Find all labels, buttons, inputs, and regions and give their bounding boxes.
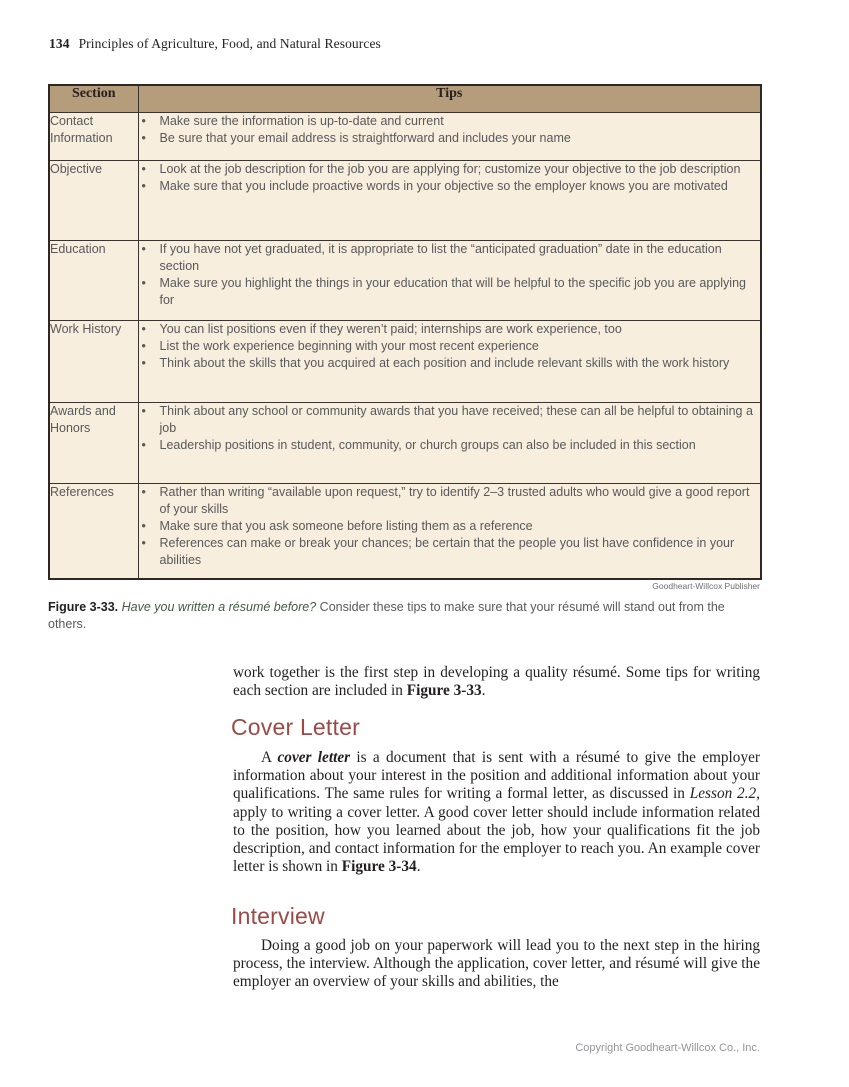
section-cell: Contact Information xyxy=(49,113,138,161)
figure-credit: Goodheart-Willcox Publisher xyxy=(652,581,760,591)
paragraph-text: . xyxy=(416,858,421,876)
tip-text: List the work experience beginning with your most recent experience xyxy=(159,339,539,353)
tip-item xyxy=(139,321,761,338)
paragraph-continuation xyxy=(233,664,760,700)
tips-cell xyxy=(138,241,761,321)
table-header-section: Section xyxy=(49,85,138,113)
tips-cell xyxy=(138,321,761,403)
paragraph-text: work together is the first step in developing a quality résumé. Some tips for writing each section are included in xyxy=(233,664,760,700)
bullet-icon: • xyxy=(141,179,146,193)
tips-cell xyxy=(138,161,761,241)
tip-text: Make sure that you ask someone before listing them as a reference xyxy=(159,519,533,533)
tips-cell xyxy=(138,113,761,161)
section-cell: Awards and Honors xyxy=(49,403,138,484)
paragraph-text: is a document that is sent with a résumé to give the employer information about your interest in the position and additional information about your qualifications. The same rules for writing a formal letter, as discussed in xyxy=(233,749,760,803)
tip-text: If you have not yet graduated, it is appropriate to list the “anticipated graduation” date in the education section xyxy=(159,242,722,273)
tips-cell xyxy=(138,403,761,484)
lesson-reference: Lesson 2.2 xyxy=(689,785,757,803)
bullet-icon: • xyxy=(141,536,146,550)
tip-text: Make sure that you include proactive words in your objective so the employer knows you are motivated xyxy=(159,179,728,193)
bullet-icon: • xyxy=(141,322,146,336)
section-cell: References xyxy=(49,484,138,579)
figure-reference: Figure 3-33 xyxy=(406,682,482,700)
tip-text: Think about any school or community awards that you have received; these can all be helpful to obtaining a job xyxy=(159,404,753,435)
table-header-row xyxy=(49,85,761,113)
tip-item xyxy=(139,437,761,454)
paragraph-text: A xyxy=(261,749,278,766)
tip-text: Be sure that your email address is straightforward and includes your name xyxy=(159,131,571,145)
heading-interview: Interview xyxy=(231,903,325,929)
tip-text: Look at the job description for the job you are applying for; customize your objective to the job description xyxy=(159,162,741,176)
tip-item xyxy=(139,130,761,147)
bullet-icon: • xyxy=(141,438,146,452)
running-title: Principles of Agriculture, Food, and Natural Resources xyxy=(78,36,381,51)
paragraph-text: , apply to writing a cover letter. A good cover letter should include information related to the position, how you learned about the job, how your qualifications fit the job description, and contact information for the employer to reach you. An example cover letter is shown in xyxy=(233,785,760,876)
tips-table-wrap xyxy=(48,84,760,580)
table-row xyxy=(49,113,761,161)
tip-text: References can make or break your chances; be certain that the people you list have confidence in your abilities xyxy=(159,536,735,567)
paragraph-text: . xyxy=(481,682,486,700)
tip-item xyxy=(139,535,761,569)
heading-cover-letter: Cover Letter xyxy=(231,714,360,740)
tip-item xyxy=(139,484,761,518)
tip-text: You can list positions even if they weren’t paid; internships are work experience, too xyxy=(159,322,622,336)
bullet-icon: • xyxy=(141,242,146,256)
bullet-icon: • xyxy=(141,485,146,499)
tip-text: Rather than writing “available upon request,” try to identify 2–3 trusted adults who would give a good report of your skills xyxy=(159,485,750,516)
tip-text: Make sure you highlight the things in your education that will be helpful to the specific job you are applying for xyxy=(159,276,746,307)
bullet-icon: • xyxy=(141,356,146,370)
tip-item xyxy=(139,113,761,130)
tips-table xyxy=(48,84,762,580)
figure-caption xyxy=(48,599,766,633)
table-row xyxy=(49,321,761,403)
key-term: cover letter xyxy=(277,749,351,766)
tip-text: Leadership positions in student, community, or church groups can also be included in this section xyxy=(159,438,696,452)
tip-text: Make sure the information is up-to-date and current xyxy=(159,114,444,128)
bullet-icon: • xyxy=(141,131,146,145)
table-header-tips: Tips xyxy=(138,85,761,113)
footer-copyright: Copyright Goodheart-Willcox Co., Inc. xyxy=(575,1042,760,1054)
tip-item xyxy=(139,518,761,535)
bullet-icon: • xyxy=(141,339,146,353)
bullet-icon: • xyxy=(141,404,146,418)
page-header xyxy=(49,36,381,52)
bullet-icon: • xyxy=(141,162,146,176)
bullet-icon: • xyxy=(141,519,146,533)
bullet-icon: • xyxy=(141,114,146,128)
figure-question: Have you written a résumé before? xyxy=(118,600,320,614)
figure-reference: Figure 3-34 xyxy=(341,858,417,876)
tip-item xyxy=(139,241,761,275)
tip-item xyxy=(139,178,761,195)
bullet-icon: • xyxy=(141,276,146,290)
paragraph-interview: Doing a good job on your paperwork will lead you to the next step in the hiring process, the interview. Although the application, cover letter, and résumé will give the employer an overview of your skills and abilities, the xyxy=(233,937,760,991)
figure-caption-text: Consider these tips to make sure that your résumé will stand out from the others. xyxy=(48,600,725,631)
table-row xyxy=(49,241,761,321)
table-row xyxy=(49,403,761,484)
tip-item xyxy=(139,275,761,309)
page-number: 134 xyxy=(49,36,70,51)
table-row xyxy=(49,484,761,579)
figure-label: Figure 3-33. xyxy=(48,600,119,614)
tip-text: Think about the skills that you acquired at each position and include relevant skills with the work history xyxy=(159,356,730,370)
section-cell: Education xyxy=(49,241,138,321)
table-row xyxy=(49,161,761,241)
tips-cell xyxy=(138,484,761,579)
section-cell: Work History xyxy=(49,321,138,403)
tip-item xyxy=(139,403,761,437)
section-cell: Objective xyxy=(49,161,138,241)
paragraph-cover-letter xyxy=(233,749,760,876)
tip-item xyxy=(139,161,761,178)
tip-item xyxy=(139,338,761,355)
tip-item xyxy=(139,355,761,372)
